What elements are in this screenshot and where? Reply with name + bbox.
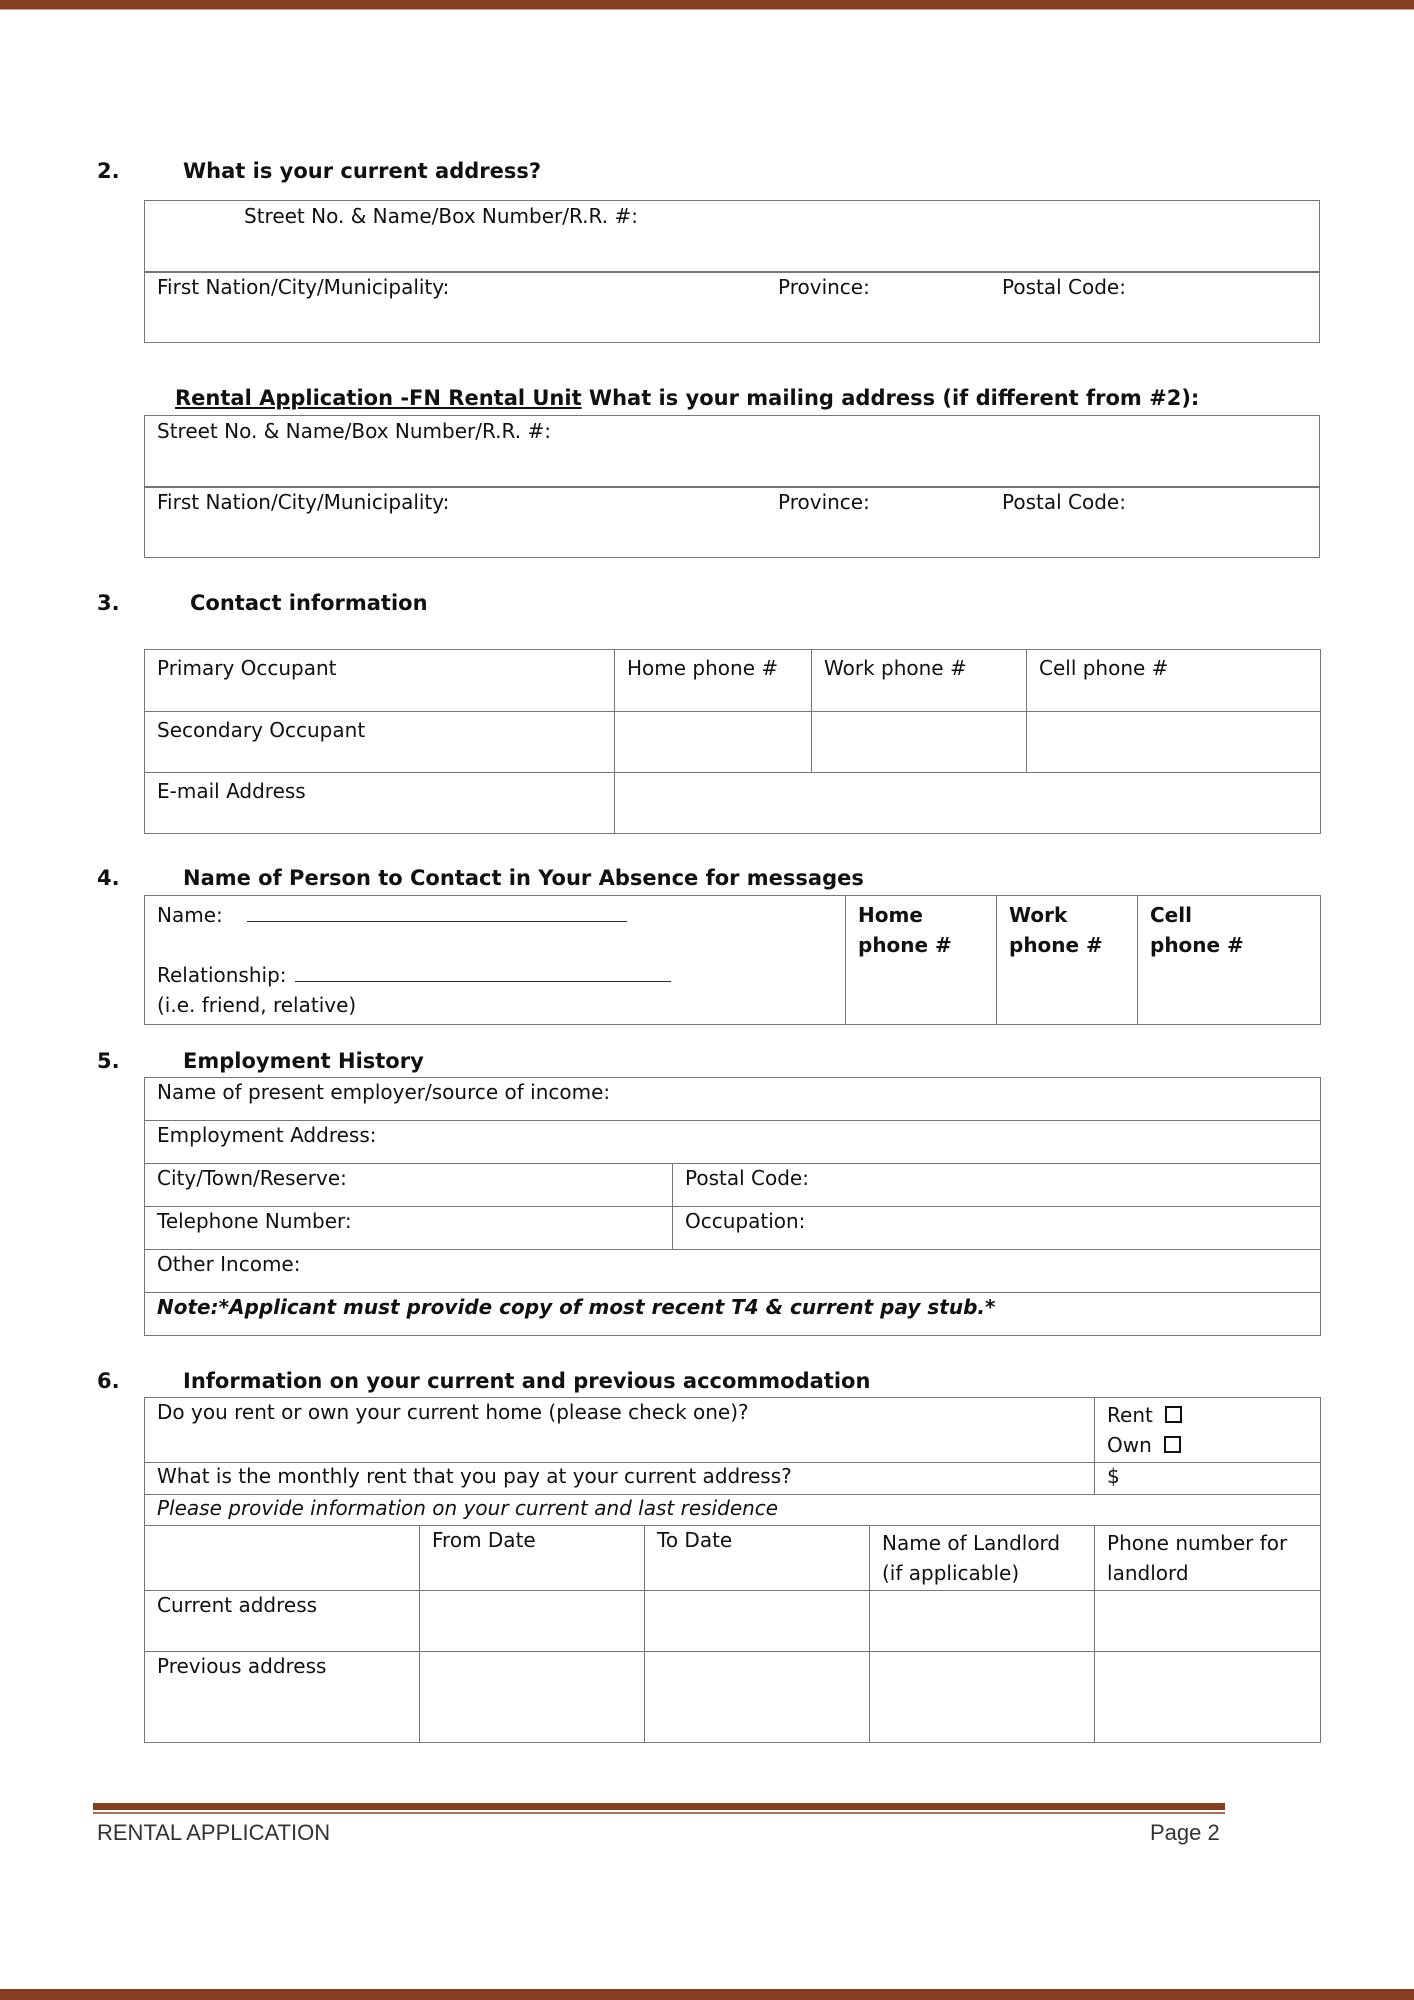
home-phone-header[interactable]: Home phone # (615, 650, 812, 712)
employer-field[interactable]: Name of present employer/source of income: (145, 1078, 1321, 1121)
previous-to-date-cell[interactable] (645, 1652, 870, 1743)
section-5-heading: Employment History (183, 1049, 424, 1073)
current-landlord-phone-cell[interactable] (1095, 1591, 1321, 1652)
footer-rule-thin (93, 1812, 1225, 1814)
section-3-number: 3. (97, 591, 120, 615)
own-checkbox[interactable] (1164, 1436, 1181, 1453)
own-option-label: Own (1107, 1433, 1152, 1457)
rent-checkbox[interactable] (1165, 1406, 1182, 1423)
divider (144, 486, 1320, 488)
cell-phone-label-line2: phone # (1150, 933, 1244, 957)
home-phone-label-line2: phone # (858, 933, 952, 957)
contact-cell-phone-cell[interactable] (1138, 896, 1321, 1025)
landlord-phone-header (1095, 1526, 1321, 1591)
work-phone-label-line2: phone # (1009, 933, 1103, 957)
current-street-field[interactable]: Street No. & Name/Box Number/R.R. #: (244, 204, 638, 228)
footer-document-title: RENTAL APPLICATION (97, 1820, 331, 1845)
rent-option[interactable] (1107, 1400, 1308, 1430)
mailing-street-field[interactable]: Street No. & Name/Box Number/R.R. #: (157, 419, 551, 443)
to-date-header: To Date (645, 1526, 870, 1591)
employment-postal-code-field[interactable]: Postal Code: (673, 1164, 1321, 1207)
secondary-home-phone-cell[interactable] (615, 712, 812, 773)
current-address-row-label: Current address (145, 1591, 420, 1652)
section-4-number: 4. (97, 866, 120, 890)
work-phone-label-line1: Work (1009, 903, 1068, 927)
document-title-underlined: Rental Application -FN Rental Unit (175, 386, 582, 410)
bottom-border-bar (0, 1989, 1414, 2000)
section-3-heading: Contact information (190, 591, 428, 615)
mailing-address-question: What is your mailing address (if different from #2): (581, 386, 1200, 410)
secondary-cell-phone-cell[interactable] (1027, 712, 1321, 773)
absence-contact-table (144, 895, 1321, 1025)
rent-option-label: Rent (1107, 1403, 1153, 1427)
section-2-number: 2. (97, 159, 120, 183)
residence-info-prompt: Please provide information on your current and last residence (145, 1495, 1321, 1526)
current-province-field[interactable]: Province: (778, 275, 870, 299)
home-phone-label-line1: Home (858, 903, 923, 927)
absence-contact-details-cell (145, 896, 846, 1025)
monthly-rent-question: What is the monthly rent that you pay at your current address? (145, 1463, 1095, 1495)
relationship-row (157, 960, 833, 990)
from-date-header: From Date (420, 1526, 645, 1591)
relationship-input[interactable] (295, 963, 671, 982)
employment-city-field[interactable]: City/Town/Reserve: (145, 1164, 673, 1207)
monthly-rent-field[interactable]: $ (1095, 1463, 1321, 1495)
previous-landlord-phone-cell[interactable] (1095, 1652, 1321, 1743)
current-landlord-name-cell[interactable] (870, 1591, 1095, 1652)
other-income-field[interactable]: Other Income: (145, 1250, 1321, 1293)
cell-phone-label-line1: Cell (1150, 903, 1192, 927)
email-address-field[interactable]: E-mail Address (145, 773, 615, 834)
own-option[interactable] (1107, 1430, 1308, 1460)
current-city-field[interactable]: First Nation/City/Municipality: (157, 275, 450, 299)
contact-name-input[interactable] (247, 903, 627, 922)
contact-home-phone-cell[interactable] (846, 896, 997, 1025)
cell-phone-header[interactable]: Cell phone # (1027, 650, 1321, 712)
work-phone-header[interactable]: Work phone # (812, 650, 1027, 712)
top-border-bar (0, 0, 1414, 10)
current-from-date-cell[interactable] (420, 1591, 645, 1652)
current-to-date-cell[interactable] (645, 1591, 870, 1652)
contact-name-row (157, 900, 833, 930)
residence-header-blank (145, 1526, 420, 1591)
landlord-name-line1: Name of Landlord (882, 1531, 1061, 1555)
previous-address-row-label: Previous address (145, 1652, 420, 1743)
relationship-hint: (i.e. friend, relative) (157, 993, 357, 1017)
mailing-postal-code-field[interactable]: Postal Code: (1002, 490, 1126, 514)
rent-own-options-cell (1095, 1398, 1321, 1463)
secondary-work-phone-cell[interactable] (812, 712, 1027, 773)
previous-from-date-cell[interactable] (420, 1652, 645, 1743)
section-4-heading: Name of Person to Contact in Your Absence for messages (183, 866, 864, 890)
footer-page-number: Page 2 (1150, 1820, 1220, 1845)
mailing-province-field[interactable]: Province: (778, 490, 870, 514)
mailing-address-heading (175, 386, 1199, 410)
primary-occupant-field[interactable]: Primary Occupant (145, 650, 615, 712)
email-address-value-cell[interactable] (615, 773, 1321, 834)
section-6-heading: Information on your current and previous accommodation (183, 1369, 871, 1393)
employment-address-field[interactable]: Employment Address: (145, 1121, 1321, 1164)
occupation-field[interactable]: Occupation: (673, 1207, 1321, 1250)
landlord-name-header (870, 1526, 1095, 1591)
secondary-occupant-field[interactable]: Secondary Occupant (145, 712, 615, 773)
employment-history-table (144, 1077, 1321, 1336)
accommodation-table (144, 1397, 1321, 1743)
footer-rule-thick (93, 1803, 1225, 1810)
mailing-city-field[interactable]: First Nation/City/Municipality: (157, 490, 450, 514)
landlord-name-line2: (if applicable) (882, 1561, 1020, 1585)
contact-work-phone-cell[interactable] (997, 896, 1138, 1025)
previous-landlord-name-cell[interactable] (870, 1652, 1095, 1743)
landlord-phone-line2: landlord (1107, 1561, 1189, 1585)
rent-or-own-question: Do you rent or own your current home (please check one)? (145, 1398, 1095, 1463)
relationship-label: Relationship: (157, 963, 287, 987)
section-5-number: 5. (97, 1049, 120, 1073)
landlord-phone-line1: Phone number for (1107, 1531, 1288, 1555)
current-postal-code-field[interactable]: Postal Code: (1002, 275, 1126, 299)
contact-info-table (144, 649, 1321, 834)
employment-telephone-field[interactable]: Telephone Number: (145, 1207, 673, 1250)
t4-pay-stub-note: Note:*Applicant must provide copy of most recent T4 & current pay stub.* (145, 1293, 1321, 1336)
contact-name-label: Name: (157, 903, 223, 927)
section-2-heading: What is your current address? (183, 159, 542, 183)
section-6-number: 6. (97, 1369, 120, 1393)
divider (144, 271, 1320, 273)
